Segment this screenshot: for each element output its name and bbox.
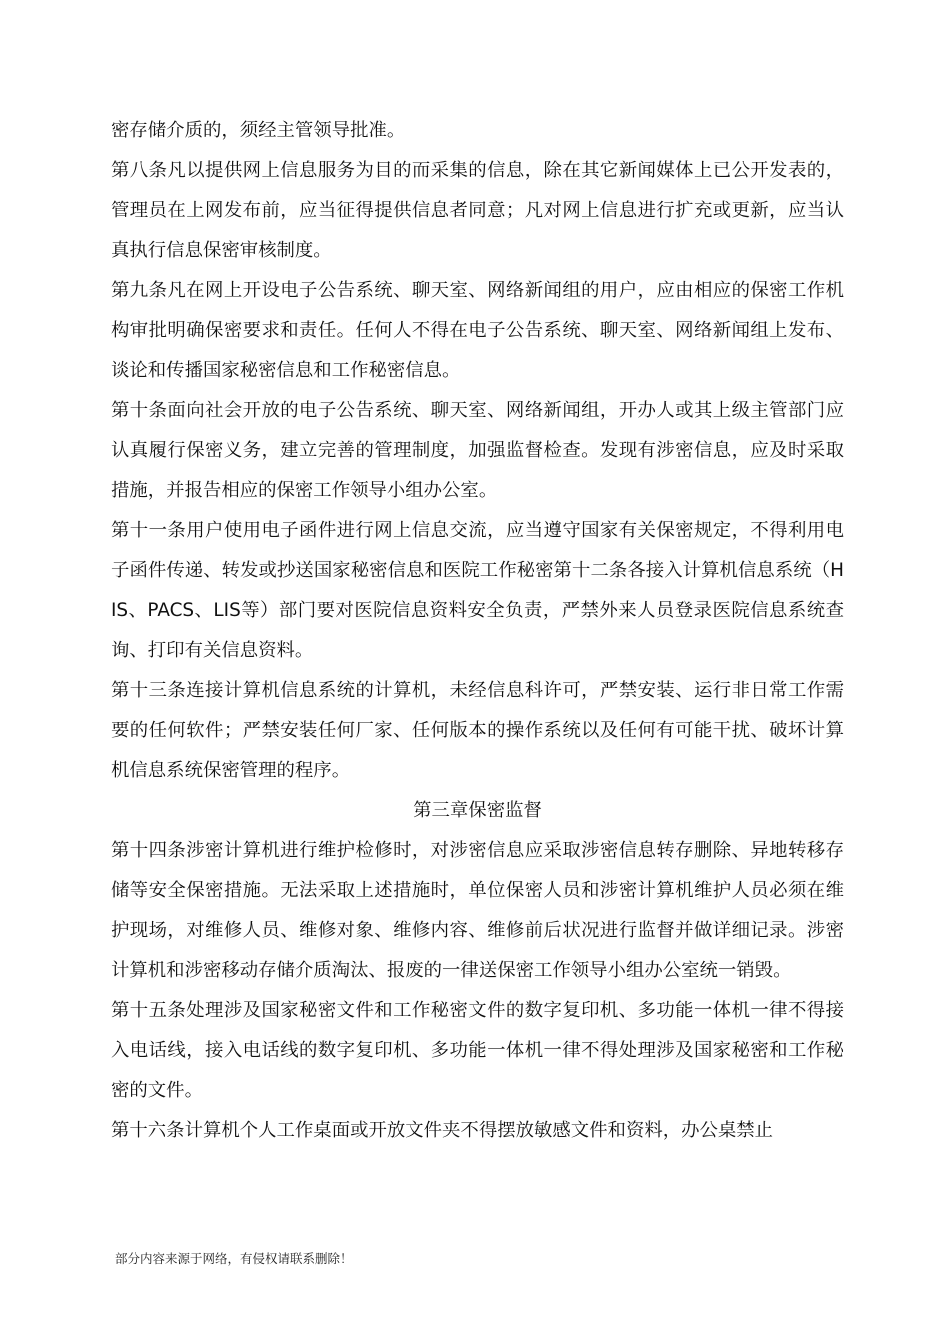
paragraph-article-16: 第十六条计算机个人工作桌面或开放文件夹不得摆放敏感文件和资料，办公桌禁止 <box>111 1120 774 1141</box>
document-body <box>111 111 844 1151</box>
paragraph-article-14: 第十四条涉密计算机进行维护检修时，对涉密信息应采取涉密信息转存删除、异地转移存储等安全保密措施。无法采取上述措施时，单位保密人员和涉密计算机维护人员必须在维护现场，对维修人员、维修对象、维修内容、维修前后状况进行监督并做详细记录。涉密计算机和涉密移动存储介质淘汰、报废的一律送保密工作领导小组办公室统一销毁。 <box>111 840 844 981</box>
chapter-heading: 第三章保密监督 <box>413 800 542 821</box>
paragraph-article-9: 第九条凡在网上开设电子公告系统、聊天室、网络新闻组的用户，应由相应的保密工作机构审批明确保密要求和责任。任何人不得在电子公告系统、聊天室、网络新闻组上发布、谈论和传播国家秘密信息和工作秘密信息。 <box>111 280 844 381</box>
paragraph-article-15: 第十五条处理涉及国家秘密文件和工作秘密文件的数字复印机、多功能一体机一律不得接入电话线，接入电话线的数字复印机、多功能一体机一律不得处理涉及国家秘密和工作秘密的文件。 <box>111 1000 844 1101</box>
paragraph-article-8: 第八条凡以提供网上信息服务为目的而采集的信息，除在其它新闻媒体上已公开发表的，管理员在上网发布前，应当征得提供信息者同意；凡对网上信息进行扩充或更新，应当认真执行信息保密审核制度。 <box>111 160 844 261</box>
paragraph-article-11: 第十一条用户使用电子函件进行网上信息交流，应当遵守国家有关保密规定，不得利用电子函件传递、转发或抄送国家秘密信息和医院工作秘密第十二条各接入计算机信息系统（HIS、PACS、LIS等）部门要对医院信息资料安全负责，严禁外来人员登录医院信息系统查询、打印有关信息资料。 <box>111 520 844 661</box>
footer-disclaimer: 部分内容来源于网络，有侵权请联系删除！ <box>115 1251 353 1266</box>
paragraph-article-13: 第十三条连接计算机信息系统的计算机，未经信息科许可，严禁安装、运行非日常工作需要的任何软件；严禁安装任何厂家、任何版本的操作系统以及任何有可能干扰、破坏计算机信息系统保密管理的程序。 <box>111 680 844 781</box>
paragraph: 密存储介质的，须经主管领导批准。 <box>111 120 406 141</box>
paragraph-article-10: 第十条面向社会开放的电子公告系统、聊天室、网络新闻组，开办人或其上级主管部门应认真履行保密义务，建立完善的管理制度，加强监督检查。发现有涉密信息，应及时采取措施，并报告相应的保密工作领导小组办公室。 <box>111 400 844 501</box>
